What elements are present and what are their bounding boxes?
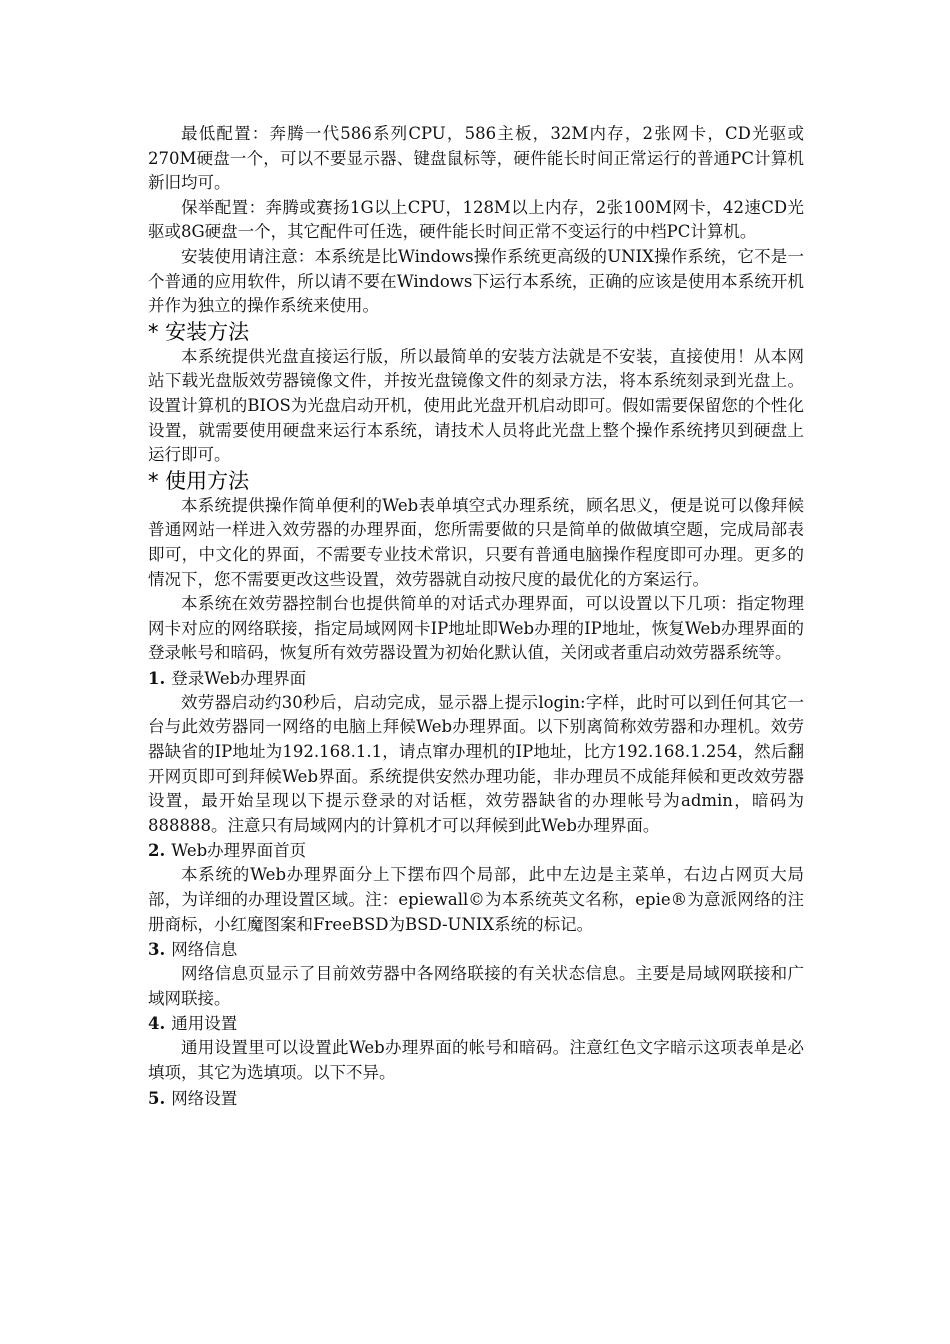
install-paragraph: 本系统提供光盘直接运行版，所以最简单的安装方法就是不安装，直接使用！从本网站下载光盘版效劳器镜像文件，并按光盘镜像文件的刻录方法，将本系统刻录到光盘上。设置计算机的BIOS为光盘启动开机，使用此光盘开机启动即可。假如需要保留您的个性化设置，就需要使用硬盘来运行本系统，请技术人员将此光盘上整个操作系统拷贝到硬盘上运行即可。 [148,346,804,465]
item-heading-general-settings [148,1011,804,1036]
min-config-paragraph: 最低配置：奔腾一代586系列CPU，586主板，32M内存，2张网卡，CD光驱或270M硬盘一个，可以不要显示器、键盘鼠标等，硬件能长时间正常运行的普通PC计算机新旧均可。 [148,124,804,193]
recommended-config-paragraph: 保举配置：奔腾或赛扬1G以上CPU，128M以上内存，2张100M网卡，42速CD光驱或8G硬盘一个，其它配件可任选，硬件能长时间正常不变运行的中档PC计算机。 [148,197,804,242]
console-paragraph: 本系统在效劳器控制台也提供简单的对话式办理界面，可以设置以下几项：指定物理网卡对应的网络联接，指定局域网网卡IP地址即Web办理的IP地址，恢复Web办理界面的登录帐号和暗码，恢复所有效劳器设置为初始化默认值，关闭或者重启动效劳器系统等。 [148,594,804,663]
item-paragraph-login: 效劳器启动约30秒后，启动完成，显示器上提示login:字样，此时可以到任何其它一台与此效劳器同一网络的电脑上拜候Web办理界面。以下别离简称效劳器和办理机。效劳器缺省的IP地址为192.168.1.1，请点窜办理机的IP地址，比方192.168.1.254，然后翻开网页即可到拜候Web界面。系统提供安然办理功能，非办理员不成能拜候和更改效劳器设置，最开始呈现以下提示登录的对话框，效劳器缺省的办理帐号为admin，暗码为888888。注意只有局域网内的计算机才可以拜候到此Web办理界面。 [148,692,804,835]
item-paragraph-general-settings: 通用设置里可以设置此Web办理界面的帐号和暗码。注意红色文字暗示这项表单是必填项，其它为选填项。以下不异。 [148,1038,804,1082]
install-heading: * 安装方法 [148,319,250,344]
document-page [148,122,804,1111]
item-title: Web办理界面首页 [171,841,307,861]
item-title: 网络信息 [171,940,238,960]
item-number: 3. [148,940,166,960]
item-title: 网络设置 [171,1088,238,1108]
item-number: 5. [148,1088,166,1108]
item-paragraph-home: 本系统的Web办理界面分上下摆布四个局部，此中左边是主菜单，右边占网页大局部，为详细的办理设置区域。注：epiewall©为本系统英文名称，epie®为意派网络的注册商标，小红魔图案和FreeBSD为BSD-UNIX系统的标记。 [148,865,804,934]
item-title: 登录Web办理界面 [171,668,307,688]
item-paragraph-network-info: 网络信息页显示了目前效劳器中各网络联接的有关状态信息。主要是局域网联接和广域网联接。 [148,964,804,1008]
usage-heading: * 使用方法 [148,468,250,493]
item-heading-network-info [148,937,804,962]
item-number: 2. [148,841,166,861]
install-notice-paragraph: 安装使用请注意：本系统是比Windows操作系统更高级的UNIX操作系统，它不是一个普通的应用软件，所以请不要在Windows下运行本系统，正确的应该是使用本系统开机并作为独立的操作系统来使用。 [148,246,804,316]
usage-paragraph: 本系统提供操作简单便利的Web表单填空式办理系统，顾名思义，便是说可以像拜候普通网站一样进入效劳器的办理界面，您所需要做的只是简单的做做填空题，完成局部表即可，中文化的界面，不需要专业技术常识，只要有普通电脑操作程度即可办理。更多的情况下，您不需要更改这些设置，效劳器就自动按尺度的最优化的方案运行。 [148,495,804,589]
item-heading-network-settings [148,1086,804,1111]
item-number: 1. [148,668,166,688]
item-title: 通用设置 [171,1014,238,1034]
item-heading-login [148,666,804,691]
item-heading-home [148,838,804,863]
item-number: 4. [148,1014,166,1034]
